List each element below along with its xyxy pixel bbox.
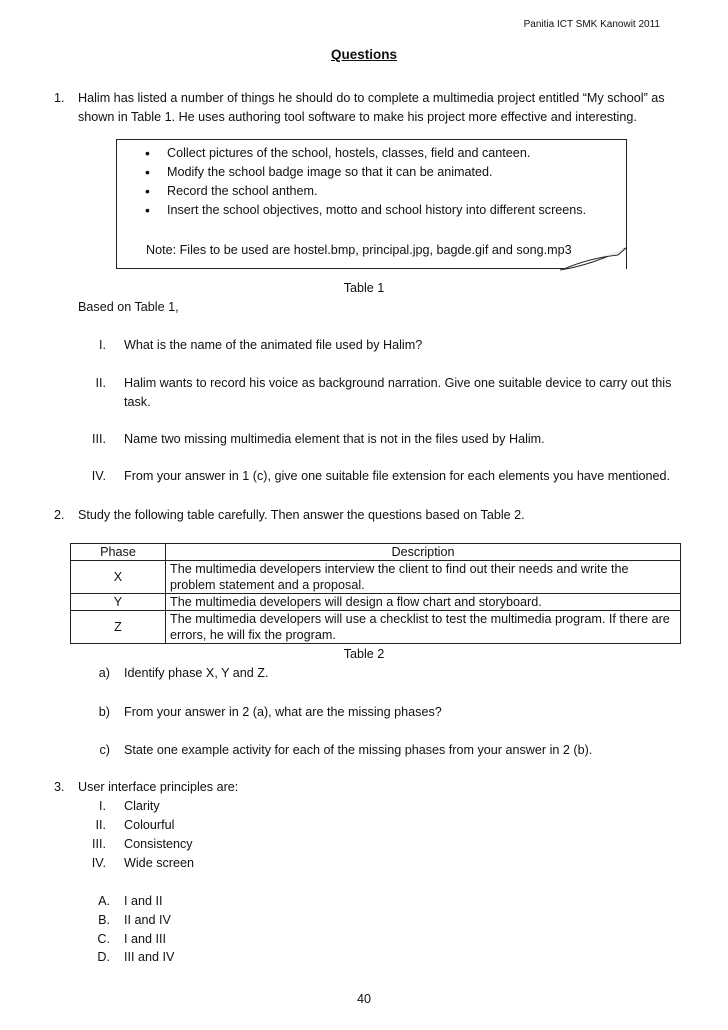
principle-text: Consistency — [124, 837, 193, 851]
sub-question-text: From your answer in 2 (a), what are the missing phases? — [124, 705, 442, 719]
principle-number: IV. — [91, 856, 106, 870]
sub-question-text: From your answer in 1 (c), give one suitable file extension for each elements you have mentioned. — [124, 469, 671, 483]
phase-cell: Z — [71, 611, 166, 644]
question-2-text: Study the following table carefully. Then answer the questions based on Table 2. — [78, 508, 525, 522]
answer-option-letter: A. — [98, 894, 110, 908]
task-item: • Collect pictures of the school, hostels, classes, field and canteen. — [145, 144, 586, 163]
principle-text: Clarity — [124, 799, 160, 813]
sub-question-number: IV. — [91, 469, 106, 483]
principle-text: Wide screen — [124, 856, 194, 870]
table-2-caption: Table 2 — [343, 647, 385, 661]
description-line: problem statement and a proposal. — [170, 578, 365, 592]
question-1-line-1: Halim has listed a number of things he should do to complete a multimedia project entitled “My school” as — [78, 91, 665, 105]
table-header-row — [71, 544, 681, 561]
sub-question-text: What is the name of the animated file used by Halim? — [124, 338, 423, 352]
table-1-caption: Table 1 — [343, 281, 385, 295]
answer-option-letter: D. — [97, 950, 110, 964]
task-item: • Modify the school badge image so that it can be animated. — [145, 163, 586, 182]
answer-option-letter: C. — [97, 932, 110, 946]
page-title: Questions — [330, 47, 397, 62]
description-line: The multimedia developers will design a flow chart and storyboard. — [170, 595, 542, 609]
table-row — [71, 561, 681, 594]
sub-question-text: Halim wants to record his voice as background narration. Give one suitable device to carry out this — [124, 376, 672, 390]
principle-number: II. — [95, 818, 106, 832]
answer-option-text: I and III — [124, 932, 167, 946]
task-item: • Record the school anthem. — [145, 182, 586, 201]
sub-question-letter: b) — [98, 705, 110, 719]
principle-text: Colourful — [124, 818, 175, 832]
description-line: errors, he will fix the program. — [170, 628, 336, 642]
table-row — [71, 611, 681, 644]
question-1-number: 1. — [54, 91, 65, 105]
answer-option-text: I and II — [124, 894, 163, 908]
column-header-description: Description — [166, 544, 681, 561]
principle-number: I. — [99, 799, 106, 813]
files-note: Note: Files to be used are hostel.bmp, principal.jpg, bagde.gif and song.mp3 — [146, 243, 572, 257]
task-list — [145, 144, 586, 220]
task-list-box — [116, 139, 627, 269]
answer-option-text: II and IV — [124, 913, 171, 927]
sub-question-letter: a) — [98, 666, 110, 680]
page-header: Panitia ICT SMK Kanowit 2011 — [523, 19, 660, 30]
question-3-number: 3. — [54, 780, 65, 794]
phase-cell: X — [71, 561, 166, 594]
description-cell — [166, 561, 681, 594]
sub-question-text: Identify phase X, Y and Z. — [124, 666, 269, 680]
answer-option-text: III and IV — [124, 950, 175, 964]
sub-question-text-cont: task. — [124, 395, 151, 409]
sub-question-number: II. — [95, 376, 106, 390]
page-curl-icon — [560, 247, 630, 271]
based-on-text: Based on Table 1, — [78, 300, 179, 314]
phase-cell: Y — [71, 594, 166, 611]
sub-question-letter: c) — [99, 743, 110, 757]
sub-question-number: III. — [92, 432, 106, 446]
description-cell — [166, 594, 681, 611]
page-number: 40 — [356, 992, 371, 1006]
phase-table — [70, 543, 681, 644]
principle-number: III. — [92, 837, 106, 851]
question-1-line-2: shown in Table 1. He uses authoring tool software to make his project more effective and interesting. — [78, 110, 637, 124]
sub-question-text: Name two missing multimedia element that is not in the files used by Halim. — [124, 432, 545, 446]
question-2-number: 2. — [54, 508, 65, 522]
question-3-text: User interface principles are: — [78, 780, 239, 794]
description-cell — [166, 611, 681, 644]
sub-question-text: State one example activity for each of the missing phases from your answer in 2 (b). — [124, 743, 593, 757]
task-item: • Insert the school objectives, motto and school history into different screens. — [145, 201, 586, 220]
column-header-phase: Phase — [71, 544, 166, 561]
table-row — [71, 594, 681, 611]
description-line: The multimedia developers will use a checklist to test the multimedia program. If there are — [170, 612, 670, 626]
answer-option-letter: B. — [98, 913, 110, 927]
description-line: The multimedia developers interview the client to find out their needs and write the — [170, 562, 629, 576]
sub-question-number: I. — [99, 338, 106, 352]
